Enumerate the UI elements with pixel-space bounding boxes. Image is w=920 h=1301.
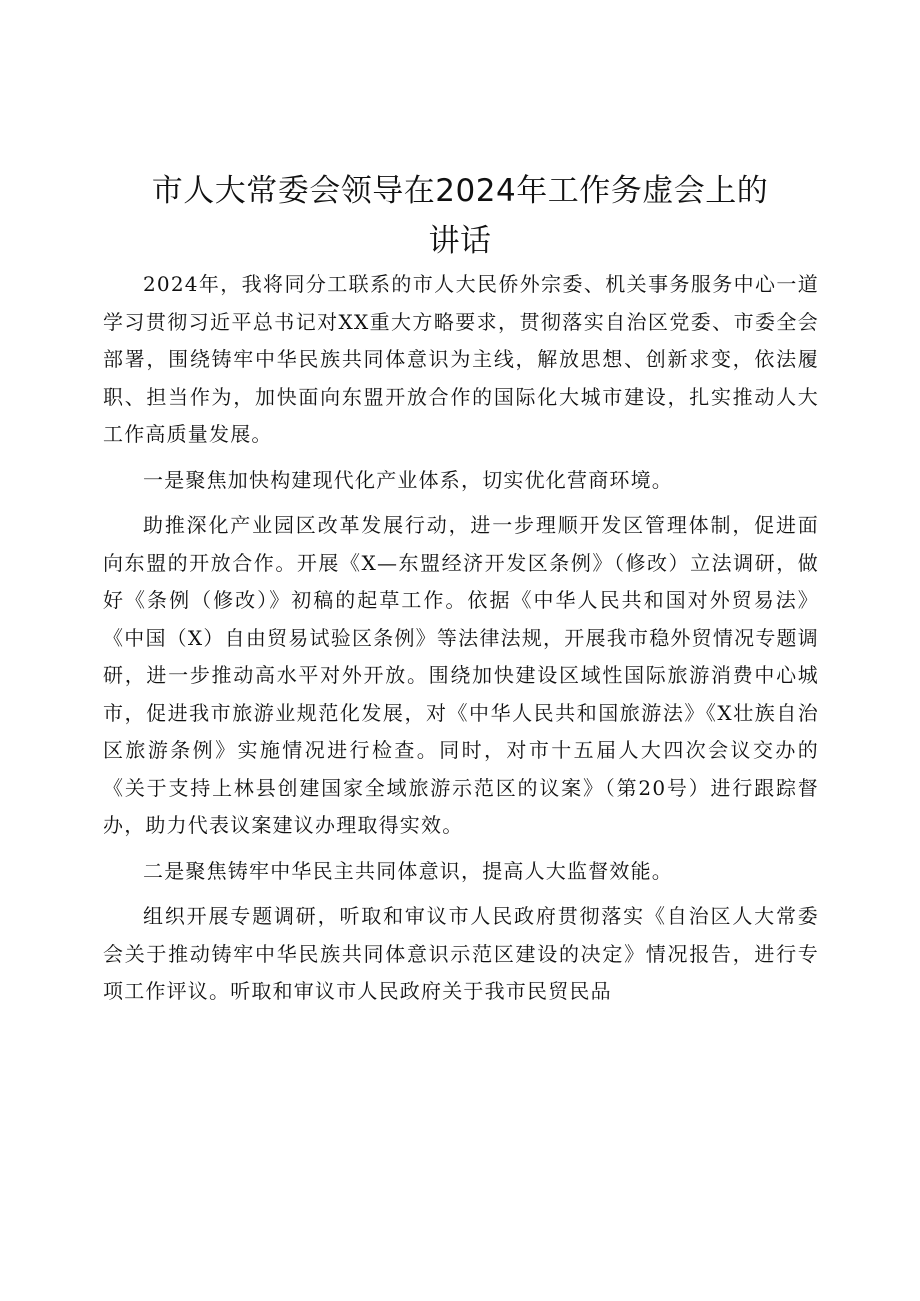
title-line-2: 讲话	[428, 223, 492, 259]
document-body	[103, 266, 819, 1011]
paragraph-heading-1: 一是聚焦加快构建现代化产业体系，切实优化营商环境。	[143, 467, 673, 492]
page-title	[100, 166, 820, 266]
paragraph-section-1: 助推深化产业园区改革发展行动，进一步理顺开发区管理体制，促进面向东盟的开放合作。开展《X—东盟经济开发区条例》（修改）立法调研，做好《条例（修改）》初稿的起草工作。依据《中华人民共和国对外贸易法》《中国（X）自由贸易试验区条例》等法律法规，开展我市稳外贸情况专题调研，进一步推动高水平对外开放。围绕加快建设区域性国际旅游消费中心城市，促进我市旅游业规范化发展，对《中华人民共和国旅游法》《X壮族自治区旅游条例》实施情况进行检查。同时，对市十五届人大四次会议交办的《关于支持上林县创建国家全域旅游示范区的议案》（第20号）进行跟踪督办，助力代表议案建议办理取得实效。	[103, 513, 819, 837]
paragraph-intro: 2024年，我将同分工联系的市人大民侨外宗委、机关事务服务中心一道学习贯彻习近平总书记对XX重大方略要求，贯彻落实自治区党委、市委全会部署，围绕铸牢中华民族共同体意识为主线，解放思想、创新求变，依法履职、担当作为，加快面向东盟开放合作的国际化大城市建设，扎实推动人大工作高质量发展。	[103, 272, 819, 446]
paragraph-section-2: 组织开展专题调研，听取和审议市人民政府贯彻落实《自治区人大常委会关于推动铸牢中华民族共同体意识示范区建设的决定》情况报告，进行专项工作评议。听取和审议市人民政府关于我市民贸民品	[103, 904, 819, 1003]
title-line-1: 市人大常委会领导在2024年工作务虚会上的	[151, 173, 769, 209]
paragraph-heading-2: 二是聚焦铸牢中华民主共同体意识，提高人大监督效能。	[143, 858, 673, 883]
